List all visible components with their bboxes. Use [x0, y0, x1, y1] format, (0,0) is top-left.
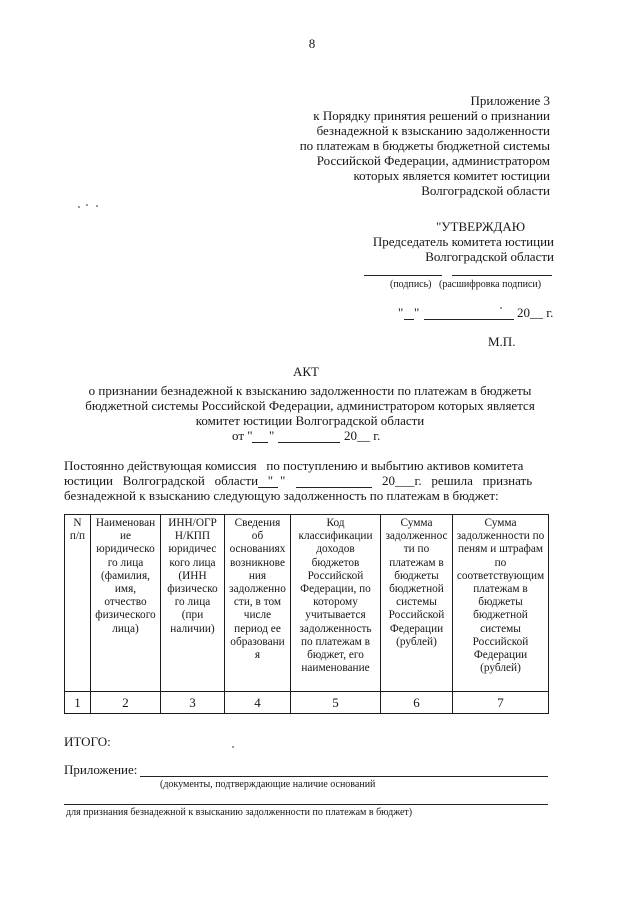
page-number: 8: [308, 36, 316, 51]
signature-line: [364, 275, 442, 276]
act-date-quote: ": [269, 428, 275, 443]
debt-table: [64, 514, 549, 714]
table-header-cell: [453, 515, 549, 692]
approval-date-quote-close: ": [414, 305, 420, 320]
scan-speck: [232, 746, 234, 748]
header-grounds: Сведения об основаниях возникнове ния задолженно сти, в том числе период ее образовани я: [229, 517, 286, 662]
appendix-line: к Порядку принятия решений о признании: [313, 108, 550, 123]
table-header-cell: [65, 515, 91, 692]
approval-date-month-line: [424, 319, 514, 320]
signature-caption: (подпись) (расшифровка подписи): [390, 279, 542, 290]
act-subtitle: комитет юстиции Волгоградской области: [195, 413, 425, 428]
signature-decode-line: [452, 275, 552, 276]
table-header-cell: [291, 515, 381, 692]
table-cell: 3: [161, 692, 225, 714]
act-date-day-line: [252, 442, 268, 443]
header-debt-sum: Сумма задолженнос ти по платежам в бюджеты бюджетной системы Российской Федерации (рублей): [385, 517, 448, 648]
approval-heading: "УТВЕРЖДАЮ: [436, 219, 526, 234]
approval-organization: Волгоградской области: [425, 249, 554, 264]
act-subtitle: о признании безнадежной к взысканию задолженности по платежам в бюджеты: [88, 383, 532, 398]
approval-date-quote-open: ": [398, 305, 404, 320]
appendix-line: Приложение 3: [470, 93, 550, 108]
appendix-block: [250, 93, 550, 198]
header-classification-code: Код классификации доходов бюджетов Российской Федерации, по которому учитывается задолженность по платежам в бюджет, его наименование: [298, 517, 373, 675]
act-date-year: 20__ г.: [344, 428, 381, 443]
attachment-caption: (документы, подтверждающие наличие оснований: [160, 779, 376, 790]
header-number: N п/п: [69, 517, 86, 543]
stamp-place: М.П.: [488, 334, 516, 349]
scan-speck: [500, 307, 502, 309]
appendix-line: Волгоградской области: [421, 183, 550, 198]
header-inn: ИНН/ОГР Н/КПП юридичес кого лица (ИНН физическо го лица (при наличии): [167, 517, 218, 635]
attachment-line: [140, 776, 548, 777]
body-text-line2-start: юстиции Волгоградской области ": [64, 473, 274, 488]
act-date-month-line: [278, 442, 340, 443]
body-text-line2-end: 20___г. решила признать: [382, 473, 533, 488]
act-title: АКТ: [293, 364, 319, 379]
body-text-line3: безнадежной к взысканию следующую задолженность по платежам в бюджет:: [64, 488, 499, 503]
body-text-quote: ": [280, 473, 286, 488]
scan-speck: [86, 204, 88, 206]
approval-position: Председатель комитета юстиции: [372, 234, 554, 249]
table-header-cell: [161, 515, 225, 692]
table-row: [65, 692, 549, 714]
act-subtitle: бюджетной системы Российской Федерации, администратором которых является: [85, 398, 535, 413]
table-cell: 5: [291, 692, 381, 714]
table-header-cell: [225, 515, 291, 692]
table-cell: 7: [453, 692, 549, 714]
attachment-caption-2: для признания безнадежной к взысканию задолженности по платежам в бюджет): [66, 807, 413, 818]
approval-date-year: 20__ г.: [517, 305, 554, 320]
table-cell: 6: [381, 692, 453, 714]
total-label: ИТОГО:: [64, 734, 111, 749]
body-text-line1: Постоянно действующая комиссия по поступлению и выбытию активов комитета: [64, 458, 524, 473]
table-cell: 1: [65, 692, 91, 714]
attachment-label: Приложение:: [64, 762, 138, 777]
table-header-cell: [91, 515, 161, 692]
attachment-line-2: [64, 804, 548, 805]
table-cell: 2: [91, 692, 161, 714]
appendix-line: которых является комитет юстиции: [353, 168, 550, 183]
table-header-row: [65, 515, 549, 692]
scan-speck: [96, 205, 98, 207]
appendix-line: Российской Федерации, администратором: [316, 153, 550, 168]
header-entity-name: Наименован ие юридическо го лица (фамилия, имя, отчество физического лица): [95, 517, 156, 635]
appendix-line: безнадежной к взысканию задолженности: [316, 123, 550, 138]
scan-speck: [78, 206, 80, 208]
table-cell: 4: [225, 692, 291, 714]
act-date-prefix: от ": [232, 428, 253, 443]
appendix-line: по платежам в бюджеты бюджетной системы: [299, 138, 550, 153]
table-header-cell: [381, 515, 453, 692]
header-penalty-sum: Сумма задолженности по пеням и штрафам по соответствующим платежам в бюджеты бюджетной системы Российской Федерации (рублей): [456, 517, 545, 675]
approval-date-day-line: [404, 319, 414, 320]
